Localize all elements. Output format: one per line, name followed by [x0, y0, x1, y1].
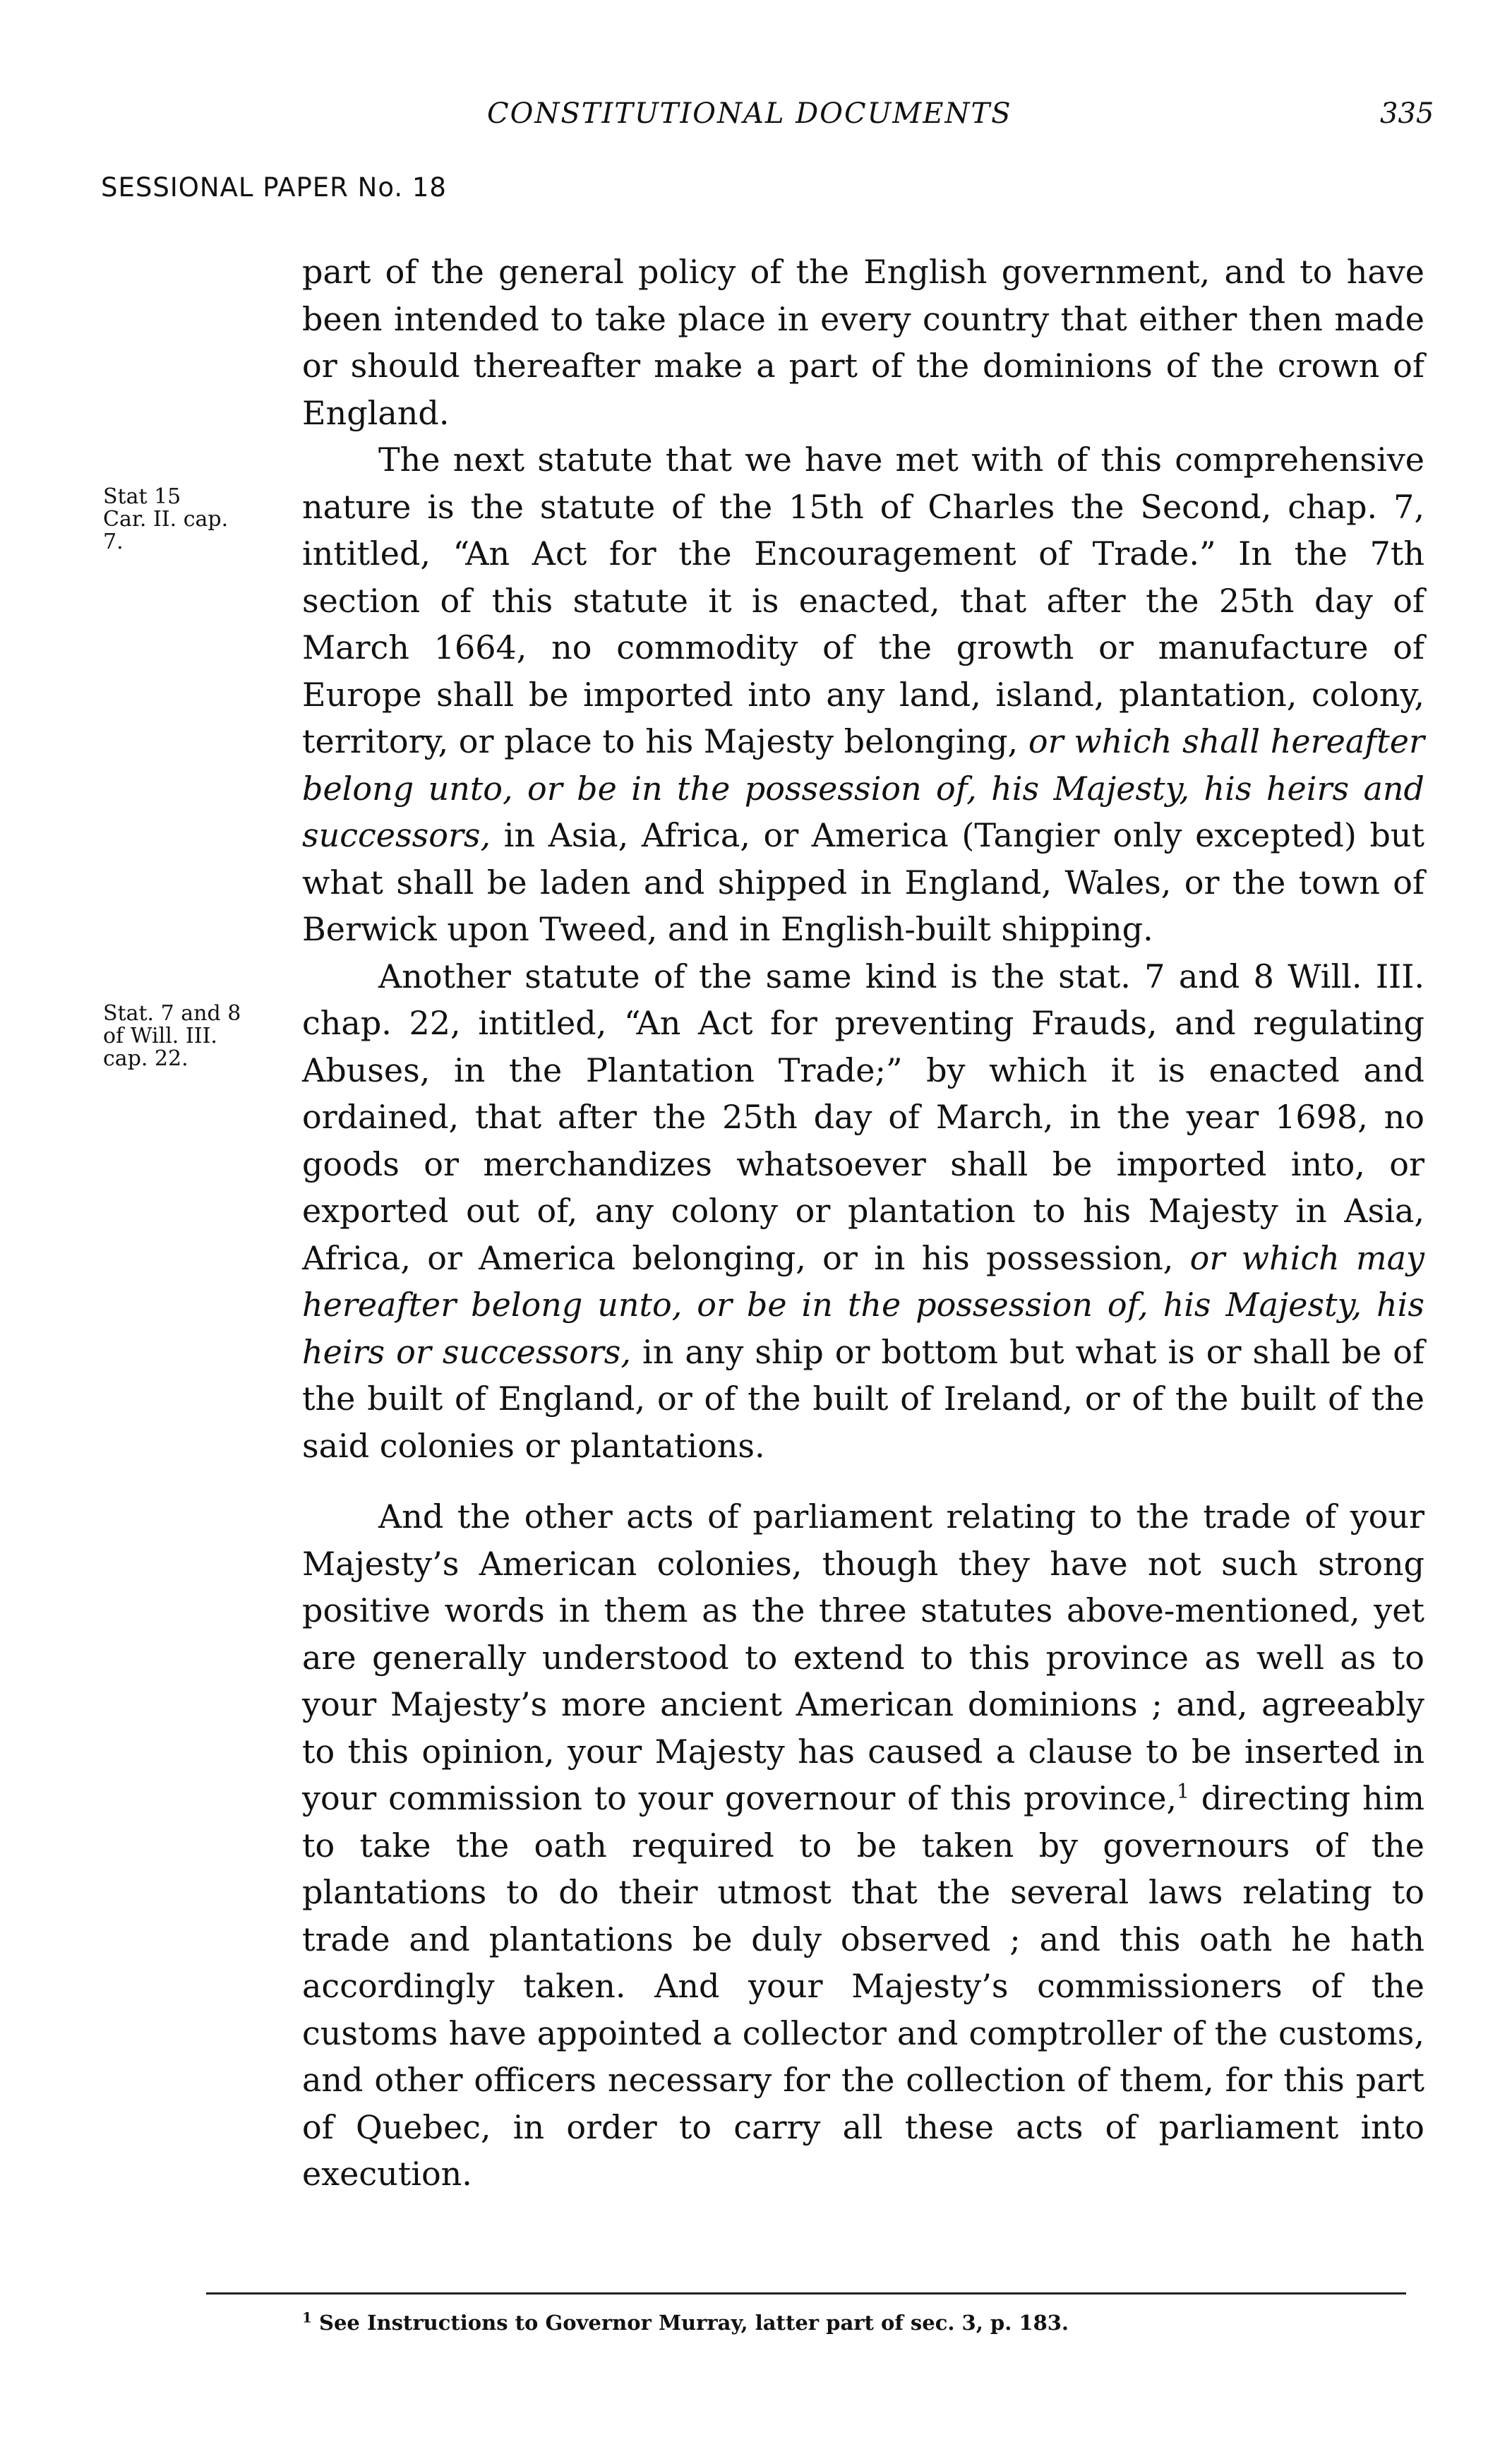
running-head — [0, 97, 1512, 140]
margin-note-line: Stat. 7 and 8 — [103, 1001, 241, 1026]
footnote-text: See Instructions to Governor Murray, latter part of sec. 3, p. 183. — [311, 2311, 1069, 2335]
paragraph-2-text-end: in Asia, Africa, or America (Tangier only excepted) but what shall be laden and shipped in England, Wales, or the town of Berwick upon Tweed, and in English-built shipping. — [302, 816, 1425, 948]
paragraph-3 — [302, 953, 1424, 1470]
paragraph-3-text: Another statute of the same kind is the stat. 7 and 8 Will. III. chap. 22, intitled, “An Act for preventing Frauds, and regulating Abuses, in the Plantation Trade;” by which it is enacted and ordained, that after the 25th day of March, in the year 1698, no goods or merchandizes whatsoever shall be imported into, or exported out of, any colony or plantation to his Majesty in Asia, Africa, or America belonging, or in his possession, — [302, 957, 1424, 1277]
running-title: CONSTITUTIONAL DOCUMENTS — [487, 97, 1012, 130]
paragraph-3-text-end: in any ship or bottom but what is or shall be of the built of England, or of the built of Ireland, or of the built of the said colonies or plantations. — [302, 1332, 1424, 1465]
margin-note-stat-7-8 — [103, 1003, 294, 1070]
body-text — [302, 249, 1424, 2198]
paragraph-2-italic: or which shall hereafter belong unto, or be in the possession of, his Majesty, his heirs and successors, — [302, 722, 1424, 854]
paragraph-4 — [302, 1493, 1424, 2198]
margin-note-stat-15 — [103, 486, 294, 554]
margin-note-line: Stat 15 — [103, 484, 181, 509]
footnote-rule — [206, 2292, 1406, 2295]
page-number: 335 — [1380, 97, 1434, 130]
footnote — [302, 2311, 1417, 2335]
footnote-reference: 1 — [1177, 1779, 1189, 1803]
sessional-paper-label: SESSIONAL PAPER No. 18 — [101, 172, 447, 203]
footnote-marker: 1 — [302, 2309, 312, 2326]
margin-note-line: of Will. III. — [103, 1024, 217, 1048]
paragraph-3-italic: or which may hereafter belong unto, or be in the possession of, his Majesty, his heirs or successors, — [302, 1238, 1424, 1371]
margin-note-line: 7. — [103, 530, 124, 554]
margin-note-line: Car. II. cap. — [103, 507, 229, 532]
paragraph-2 — [302, 436, 1424, 953]
paragraph-4-text-end: directing him to take the oath required to be taken by governours of the plantations to do their utmost that the several laws relating to trade and plantations be duly observed ; and this oath he hath accordingly taken. And your Majesty’s commissioners of the customs have appointed a collector and comptroller of the customs, and other officers necessary for the collection of them, for this part of Quebec, in order to carry all these acts of parliament into execution. — [302, 1779, 1424, 2193]
margin-note-line: cap. 22. — [103, 1046, 188, 1071]
paragraph-2-text: The next statute that we have met with of this comprehensive nature is the statute of the 15th of Charles the Second, chap. 7, intitled, “An Act for the Encouragement of Trade.” In the 7th section of this statute it is enacted, that after the 25th day of March 1664, no commodity of the growth or manufacture of Europe shall be imported into any land, island, plantation, colony, territory, or place to his Majesty belonging, — [302, 441, 1424, 760]
paragraph-1: part of the general policy of the English government, and to have been intended to take place in every country that either then made or should thereafter make a part of the dominions of the crown of England. — [302, 253, 1424, 432]
paragraph-4-text: And the other acts of parliament relating to the trade of your Majesty’s American colonies, though they have not such strong positive words in them as the three statutes above-mentioned, yet are generally understood to extend to this province as well as to your Majesty’s more ancient American dominions ; and, agreeably to this opinion, your Majesty has caused a clause to be inserted in your commission to your governour of this province, — [302, 1497, 1424, 1817]
